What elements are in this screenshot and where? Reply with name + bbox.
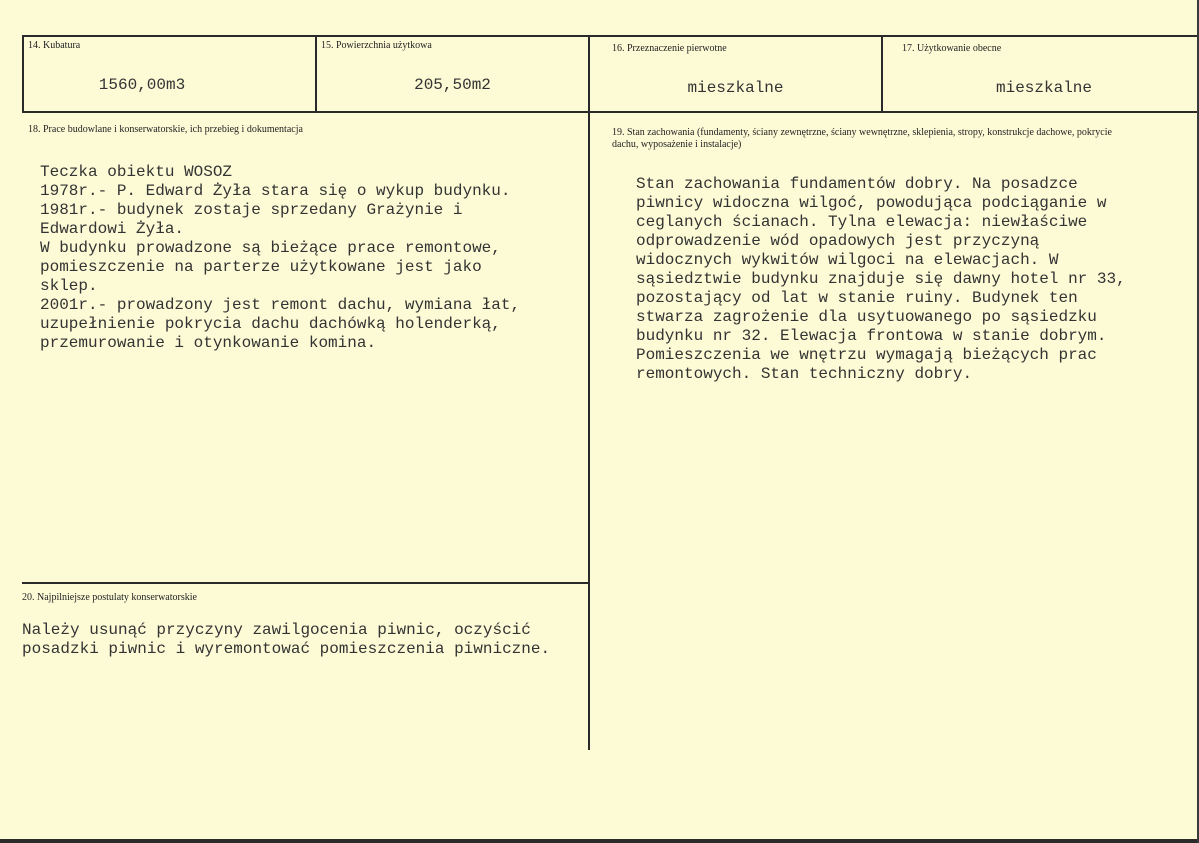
field-16-label: 16. Przeznaczenie pierwotne: [612, 43, 727, 54]
scan-bottom-edge: [0, 839, 1199, 843]
left-border-line: [22, 35, 24, 113]
divider-14-15: [315, 35, 317, 113]
field-19-label: 19. Stan zachowania (fundamenty, ściany zewnętrzne, ściany wewnętrzne, sklepienia, stropy, konstrukcje dachowe, pokrycie dachu, wyposażenie i instalacje): [612, 127, 1112, 150]
main-column-divider: [588, 35, 590, 750]
field-14-value: 1560,00m3: [98, 76, 186, 94]
field-18-text: Teczka obiektu WOSOZ 1978r.- P. Edward Żyła stara się o wykup budynku. 1981r.- budynek zostaje sprzedany Grażynie i Edwardowi Żyła. W budynku prowadzone są bieżące prace remontowe, pomieszczenie na parterze użytkowane jest jako sklep. 2001r.- prowadzony jest remont dachu, wymiana łat, uzupełnienie pokrycia dachu dachówką holenderką, przemurowanie i otynkowanie komina.: [40, 163, 521, 352]
field-17-value: mieszkalne: [995, 79, 1092, 97]
top-border-line: [22, 35, 1198, 37]
header-row-divider: [22, 111, 1198, 113]
field-14-label: 14. Kubatura: [28, 40, 81, 51]
field-20-label: 20. Najpilniejsze postulaty konserwatorskie: [22, 592, 197, 603]
field-17-label: 17. Użytkowanie obecne: [902, 43, 1002, 54]
field-15-value: 205,50m2: [414, 76, 491, 94]
field-15-label: 15. Powierzchnia użytkowa: [321, 40, 432, 51]
field-16-value: mieszkalne: [687, 79, 784, 97]
divider-16-17: [881, 35, 883, 113]
field-18-label: 18. Prace budowlane i konserwatorskie, ich przebieg i dokumentacja: [28, 124, 303, 135]
field-19-text: Stan zachowania fundamentów dobry. Na posadzce piwnicy widoczna wilgoć, powodująca podciąganie w ceglanych ścianach. Tylna elewacja: niewłaściwe odprowadzenie wód opadowych jest przyczyną widocznych wykwitów wilgoci na elewacjach. W sąsiedztwie budynku znajduje się dawny hotel nr 33, pozostający od lat w stanie ruiny. Budynek ten stwarza zagrożenie dla usytuowanego po sąsiedzku budynku nr 32. Elewacja frontowa w stanie dobrym. Pomieszczenia we wnętrzu wymagają bieżących prac remontowych. Stan techniczny dobry.: [636, 175, 1126, 383]
section-20-divider: [22, 582, 588, 584]
field-20-text: Należy usunąć przyczyny zawilgocenia piwnic, oczyścić posadzki piwnic i wyremontować pomieszczenia piwniczne.: [22, 621, 551, 658]
